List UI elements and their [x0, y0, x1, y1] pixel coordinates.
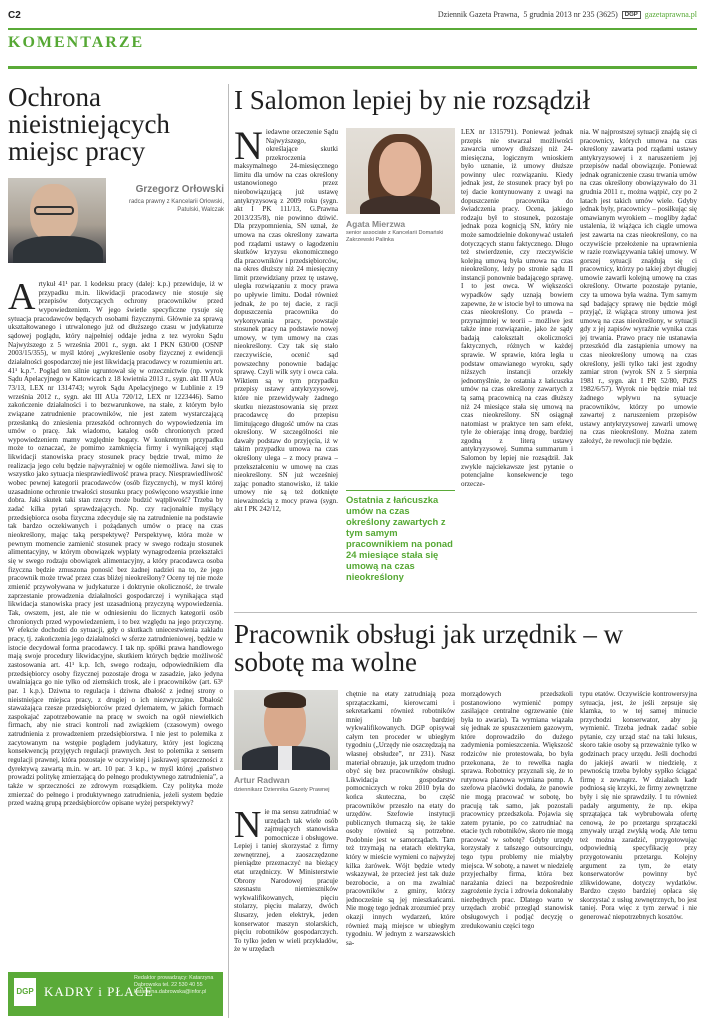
- left-article-text: rtykuł 41¹ par. 1 kodeksu pracy (dalej: k.p.) przewiduje, iż w przypadku m.in. likwidacji pracodawcy nie stosuje się przepisów dotyczących ochrony pracowników przed wypowiedzeniem. W jego świetle specyficzne rysuje się sytuacja pracodawców będących osobami fizycznymi. Głównie za sprawą ukształtowanego i utrwalonego już od dłuższego czasu w judykaturze sądowej poglądu, który najpełniej oddaje jedna z tez wyroku Sądu Najwyższego z 5 września 2001 r., sygn. akt I PKN 630/00 (OSNP 2003/15/355), w myśl której „wykreślenie osoby fizycznej z ewidencji działalności gospodarczej nie jest likwidacją pracodawcy w rozumieniu art. 41¹ k.p.”. Pogląd ten silnie ugruntował się w orzecznictwie (np. wyrok Sądu Apelacyjnego w Katowicach z 18 kwietnia 2013 r., sygn. akt III AUa 73/13, LEX nr 1314743; wyrok Sądu Apelacyjnego w Lublinie z 19 września 2012 r., sygn. akt III AUa 720/12, LEX nr 1223446). Samo zakończenie działalności i to bezwarunkowe, na stałe, z którym było związane zatrudnienie pracowników, nie jest zatem wystarczającą przesłanką do zniesienia przeszkód ochronnych do wypowiedzenia im umów o pracę. Jak wiadomo, katalog osób chronionych przed wypowiedzeniem mamy względnie bogaty. W konkretnym przypadku może to oznaczać, że pomimo zamknięcia firmy i wynikającej stąd likwidacji stanowiska pracy stosunek pracy będzie trwał, mimo że realizacja jego celu będzie najwyraźniej w ogóle niemożliwa. Jawi się to wszystko jako sytuacja niesprawiedliwość prawa pracy. Niesprawiedliwość wobec pewnej kategorii pracodawców (osób fizycznych), w myśl której uzasadnione ochronie trwałości stosunku pracy poświęcono wszystkie inne dobra. Jaki skutek taki stan rzeczy może budzić wątpliwość? Trzeba by zadać kilka pytań sprawdzających. Np. czy racjonalnie myślący przedsiębiorca osoba fizyczna zdecyduje się na zatrudnienie na podstawie tak bardzo oczekiwanych i pożądanych umów o pracę na czas nieokreślony, mając taką perspektywę? Perspektywę, która może w pewnym momencie zamienić stosunek pracy w swego rodzaju stosunek alimentacyjny, w którym obowiązek wypłaty wynagrodzenia przekształci się w swego rodzaju obowiązek alimentacyjny, a który pracodawca osoba fizyczna będzie zmuszona ponosić bez żadnej nadziei na to, że jego pracownik może trwać przez czas bliżej nieokreślony? Oceny tej nie może zmienić przywoływana w judykaturze i doktrynie okoliczność, że trwale zaprzestanie prowadzenia działalności gospodarczej i wynikająca stąd likwidacja stanowiska pracy jest uzasadnioną przyczyną wypowiedzenia. Tak, owszem, jest, ale nie w odniesieniu do licznych kategorii osób chronionych przed wypowiedzeniem, i to bez względu na jego przyczynę. W efekcie dochodzi do sytuacji, gdy o skutkach uniecestwienia zakładu pracy, tj. zakończenia jego działalności w sferze zatrudnieniowej, będzie w istocie decydował forma pracodawcy. I tak np. spółki prawa handlowego mają swoje procedury likwidacyjne, skutkiem których będzie możliwość zastosowania art. 41¹ k.p. Ich, swego rodzaju, odpowiednikiem dla przedsiębiorcy osoby fizycznej pozostaje droga w zasadzie, jako jedyna uwalniająca go nie tylko od ziemskich trosk, ale i pracowników (art. 63¹ par. 1 k.p.). Dziwna to regulacja i dziwna dbałość z jednej strony o nieistniejące miejsca pracy, z drugiej o ich niezwyczajne. Dbałość staważająca rzesze przedsiębiorców przed dylematem, w jakich formach zaspokajać zapotrzebowanie na pracę w swoich na ogół niewielkich firmach, aby nie straci kontroli nad związkiem (czasowym) owego zatrudnienia z prowadzeniem przedsiębiorstwa. I nie jest to polemika z zacytowanym na wstępie poglądem judykatury, który jest logiczną konsekwencją przyjętych regulacji prawnych. Jest to polemika z sensem regulacji prawnej, która pozostaje w oczywistej i jaskrawej sprzeczności z dyrektywą zawartą m.in. w art. 10 par. 3 k.p., w myśl której „państwo prowadzi politykę zmierzającą do pełnego produktywnego zatrudnienia”, a także w sprzeczności ze zdrowym rozsądkiem. Czy polityka może zmierzać do pełnego i produktywnego zatrudnienia, jeżeli system będzie przed ważną grupą przedsiębiorców opisane wyżej perspektywy?: [8, 280, 223, 808]
- left-article-body: [8, 280, 223, 970]
- second-col1-text: ie ma sensu zatrudniać w urzędach tak wiele osób zajmujących stanowiska pomocnicze i obsługowe. Lepiej i taniej skorzystać z firmy zewnętrznej, a zaoszczędzone pieniądze przeznaczyć na bieżący etat urzędniczy. W Ministerstwie Obrony Narodowej pracuje szesnastu niemieszników wykwalifikowanych, pięciu stolarzy, pięciu malarzy, dwóch ślusarzy, jeden elektryk, jeden konserwator maszyn stolarskich, pięciu robotników gospodarczych. To tylko jeden w wieli przykładów, że w urzędach: [234, 808, 338, 954]
- pullquote: Ostatnia z łańcuszka umów na czas określony zawartych z tym samym pracownikiem na ponad 24 miesiące stała się umową na czas nieokreślony: [346, 494, 453, 582]
- article-separator: [234, 612, 697, 613]
- main-article-col3: nia. W najprostszej sytuacji znajdą się ci pracownicy, których umowa na czas określony zawarta pod rządami ustawy antykryzysowej i z naruszeniem jej przepisów nadal obowiązuje. Ponieważ jednak ograniczenie czasu trwania umów na czas określony obowiązywało do 31 grudnia 2011 r., można wątpić, czy po 2 latach jest takich umów wiele. Gdyby jednak były, pracownicy – posiłkując się omawianym wyrokiem – mogliby żądać ustalenia, iż wiążąca ich ciągle umowa jest zawarta na czas nieokreślony, co na oczywiście przełożenie na uprawnienia w razie rozwiązywania takiej umowy. W gorszej sytuacji znajdują się ci pracownicy, którzy po takiej zbyt długiej umowie zawarli kolejną umowę na czas określony. Otwarte pozostaje pytanie, czy ta umowa była ważna. Tym samym sąd badający sprawę nie będzie mógł przyjąć, iż wiążąca strony umowa jest umową na czas nieokreślony, w sytuacji gdy z jej zapisów wyraźnie wynika czas jej trwania. Prawo pracy nie ustanawia przeszkód dla zastąpienia umowy na czas nieokreślony umową na czas określony, jeśli tylko taki jest zgodny zamiar stron (wyrok SN z 5 sierpnia 1981 r., sygn. akt I PR 52/80, PiZS 1982/6/57). Wyrok nie będzie miał też żadnego wpływu na sytuacje pracowników, którzy po umowie zawartej z naruszeniem przepisów ustawy antykryzysowej zawarli umowę na czas nieokreślony. Można zatem założyć, że rewolucji nie będzie.: [580, 128, 697, 445]
- dropcap: N: [234, 808, 262, 846]
- header-rule: [8, 28, 697, 30]
- author-photo: [346, 128, 455, 214]
- main-article-col1: [234, 128, 338, 608]
- website-link[interactable]: gazetaprawna.pl: [644, 10, 697, 19]
- main-author-name: Agata Mierzwa: [346, 219, 406, 229]
- main-article-headline: I Salomon lepiej by nie rozsądził: [234, 85, 591, 115]
- main-col1-text: iedawne orzeczenie Sądu Najwyższego, określające skutki przekroczenia maksymalnego 24-miesięcznego limitu dla umów na czas określony ustanowionego przez nieobowiązującą już ustawę antykryzysową z 2009 roku (sygn. akt I PK 111/13, G.Prawna 2013/235/8), nie powinno dziwić. Dla przypomnienia, SN uznał, że umowa na czas określony zawarta pod rządami ustawy o łagodzeniu skutków kryzysu ekonomicznego dla pracowników i przedsiębiorców, na okres dłuższy niż 24 miesięczny limit przewidziany przez tę ustawę, uległa rozwiązaniu z mocy prawa po upływie limitu. Dodał również jednak, że po tej dacie, z racji dopuszczenia pracownika do wykonywania pracy, powstaje stosunek pracy na podstawie nowej umowy, w tym umowy na czas nieokreślony. Czy tak się stało rzeczywiście, ocenić sąd powszechny ponownie badając sprawę. Czyli wilk syty i owca cała. Wiktiem są w tym przypadku przepisy ustawy antykryzysowej, które nie przewidywały żadnego skutku niezastosowania się przez pracodawcę do przepisu limitującego długość umów na czas określony. W szczególności nie dawały podstaw do przyjęcia, iż w takim przypadku umowa na czas określony ulega – z mocy prawa – przekształceniu w umowę na czas nieokreślony. SN już wcześniej zając ponadto stanowisko, iż takie umowy nie są też dotknięte nieważnością z mocy prawa (sygn. akt I PK 242/12,: [234, 128, 338, 514]
- pullquote-rule: [346, 490, 455, 491]
- main-author-role: senior associate z Kancelarii Domański Zakrzewski Palinka: [346, 230, 444, 243]
- second-author-role: dziennikarz Dziennika Gazety Prawnej: [234, 787, 330, 793]
- left-author-role: radca prawny z Kancelarii Orłowski, Patulski, Walczak: [128, 199, 224, 213]
- left-author-name: Grzegorz Orłowski: [135, 184, 224, 195]
- dropcap: A: [8, 280, 36, 318]
- promo-title: KADRY i PŁACE: [44, 984, 154, 999]
- section-title: KOMENTARZE: [8, 34, 145, 51]
- dgp-logo-icon: DGP: [14, 978, 36, 1006]
- promo-contact: Redaktor prowadzący: Katarzyna Dąbrowska tel. 22 530 40 55 katarzyna.dabrowska@infor.pl: [134, 975, 214, 995]
- dropcap: N: [234, 128, 263, 168]
- masthead: [438, 10, 697, 19]
- second-article-col2: chętnie na etaty zatrudniają poza sprzątaczkami, kierowcami i sekretarkami również robotników mniej lub bardziej wykwalifikowanych. DGP opisywał całym ten proceder w ubiegłym tygodniu („Urzędy nie oszczędzają na własnej obsłudze”, nr 231). Nasz materiał obrazuje, jak urzędom trudno obyć się bez pracowników obsługi. Likwidacja gospodarstw pomocniczych w roku 2010 była do końca skuteczna, bo część pracowników przeszło na etaty do urzędów. Szefowie instytucji publicznych tłumaczą się, że takie osoby również są potrzebne. Podobnie jest w samorządach. Tam też trzymają na etatach elektryka, który w mieście wymieni co najwyżej kilka żarówek. Wójt będzie wtedy wskazywał, że przecież jest tak duże bezrobocie, a on ma zwalniać pracowników z gminy, którzy jednocześnie są jej mieszkańcami. Nie mogę tego jednak zrozumieć przy okazji innych wydarzeń, które również mają miejsce w ubiegłym tygodniu. W jednym z warszawskich sa-: [346, 690, 455, 947]
- dgp-logo-icon: DGP: [622, 11, 641, 19]
- second-article-col1: [234, 808, 338, 1018]
- issue-date: 5 grudnia 2013 nr 235 (3625): [523, 10, 618, 19]
- section-rule: [8, 66, 697, 69]
- author-photo: [8, 178, 106, 263]
- second-article-col3: morządowych przedszkoli postanowiono wymienić pompy zasilające centralne ogrzewanie (nie była to awaria). Ta wymiana wiązała się jednak ze spuszczeniem gazowym, które doprowadziło do dużego zadymienia pomieszczenia. Większość rodziców nie protestowała, bo była przekonana, że to rewelka nagła sprawa. Robotnicy przyznali się, że to rutynowa planowa wymiana pomp. A szefowa placówki dodała, że panowie nie mogą pracować w sobotę, bo pracują tak samo, jak pozostali pracownicy przedszkola. Pojawia się zatem pytanie, po co zatrudniać na etacie tych robotników, skoro nie mogą pracować w sobotę? Gdyby urzędy korzystały z tańszego outsourcingu, tego typu problemy nie miałyby miejsca. W sobotę, a nawet w niedzielę przyjechałby firma, która bez narażania dzieci na bezpośrednie zagrożenie życia i zdrowia dokonałaby niezbędnych prac. Dlatego warto w urzędach zrobić przegląd stanowisk obsługowych i podjąć decyzję o zredukowaniu części tego: [461, 690, 573, 930]
- newspaper-name: Dziennik Gazeta Prawna,: [437, 10, 520, 19]
- left-article-headline: Ochrona nieistniejących miejsc pracy: [8, 82, 170, 166]
- main-article-col2: LEX nr 1315791). Ponieważ jednak przepis nie stwarzał możliwości zawarcia umowy dłuższej niż 24-miesięczna, logicznym wnioskiem było uznanie, iż umowy dłuższe powinny ulec rozwiązaniu. Kiedy jednak jest, że stosunek pracy był po tej dacie kontynuowany z uwagi na dopuszczenie pracownika do świadczenia pracy. Ocena, jakiego rodzaju był to stosunek, pozostaje jednak poza kognicją SN, który nie może samodzielnie dokonywać ustaleń dotyczących stanu faktycznego. Długo też stwierdzenie, czy rzeczywiście kolejną umową była umowa na czas nieokreślony, leży po stronie sądu II instancji ponownie badającego sprawę. I to jest owca. W większości wypadków sądy uznają bowiem zapewne, że w istocie był to umowa na czas nieokreślony. Co prawda – przynajmniej w teorii – możliwe jest także inne rozwiązanie, jako że sądy badają całokształt okoliczności faktycznych, różnych w każdej sprawie. W sprawie, która legła u podstaw omawianego wyroku, sądy niższych instancji orzekły jednomyślnie, że ostatnia z łańcuszka umów na czas określony zawartych z tą samą pracownicą na czas dłuższy niż 24 miesiące stała się umową na czas nieokreślony. SN osiągnął natomiast w praktyce ten sam efekt, tyle że obierając inną drogę, bardziej zgodną z literą ustawy antykryzysowej. Summa summarum i Salomon by lepiej nie rozsądził. Jak zwykle najciekawsze jest pytanie o potencjalne konsekwencje tego orzecze-: [461, 128, 573, 488]
- author-photo: [234, 690, 338, 770]
- second-author-name: Artur Radwan: [234, 775, 290, 785]
- second-article-col4: typu etatów. Oczywiście kontrowersyjna sytuacja, jest, że jeśli zepsuje się klamka, to w tej samej minucie przychodzi konserwator, aby ją wymienić. Trzeba jednak zadać sobie pytanie, czy urząd stać na taki luksus, skoro takie osoby są przeważnie tylko w godzinach pracy urzędu. Jeśli dochodzi do jakiejś awarii w niedzielę, z pewnością trzeba byłoby sypłko ściągać firmę z zewnątrz. W działach kadr podniosą się krzyki, że firmy zewnętrzne były i się nie sprawdziły. I tu również padały argumenty, że np. ekipa sprzątająca tak wybrubowała ofertę cenową, że po przetargu sprzątaczki zmywały urząd zwykłą wodą. Ale temu też można zaradzić, przygotowując odpowiednią specyfikację przy przygotowaniu przetargu. Kolejny argument za tym, że etaty konserwatorów powinny być zlikwidowane, dotyczy wydatków. Bardzo często bardziej opłaca się skorzystać z usług zewnętrznych, bo jest taniej. Pora więc z tym zerwać i nie generować niepotrzebnych kosztów.: [580, 690, 697, 922]
- column-divider: [228, 84, 229, 1018]
- page-number: C2: [8, 10, 21, 21]
- second-article-headline: Pracownik obsługi jak urzędnik – w sobotę ma wolne: [234, 619, 624, 677]
